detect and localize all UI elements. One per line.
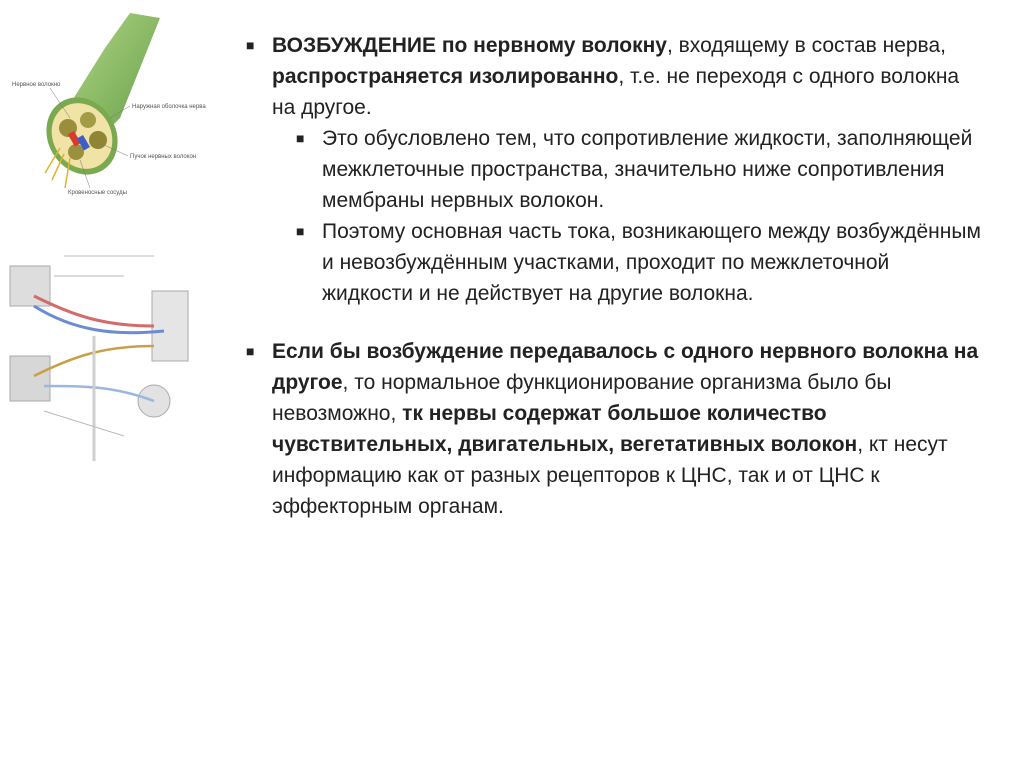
bullet-1-seg-1: , входящему в состав нерва, <box>666 34 946 57</box>
bullet-2-seg-0: Если бы возбуждение передавалось с одного нервного волокна на другое <box>272 340 979 394</box>
bullet-1-seg-0: ВОЗБУЖДЕНИЕ по нервному волокну <box>272 34 667 57</box>
nerve-plexus-image <box>4 236 200 466</box>
bullet-2-seg-1: , то нормальное функционирование организма было бы невозможно, <box>272 371 892 425</box>
nerve-cross-section-image <box>10 8 206 208</box>
bullet-1 <box>246 30 986 123</box>
blood-vessels-label: Кровеносные сосуды <box>68 190 127 196</box>
bullet-1-seg-2: распространяется изолированно <box>272 65 619 88</box>
bullet-2-seg-3: , кт несут информацию как от разных рецепторов к ЦНС, так и от ЦНС к эффекторным органам. <box>272 433 948 518</box>
bullet-marker: ■ <box>246 343 255 359</box>
bullet-1-seg-3: , т.е. не переходя с одного волокна на другое. <box>272 65 960 119</box>
fiber-bundle-label: Пучок нервных волокон <box>130 154 197 160</box>
sub-bullet-2-text: Поэтому основная часть тока, возникающего между возбуждённым и невозбуждённым участками, проходит по межклеточной жидкости и не действует на другие волокна. <box>322 220 981 305</box>
outer-sheath-label: Наружная оболочка нерва <box>132 104 206 110</box>
bullet-2-seg-2: тк нервы содержат большое количество чувствительных, двигательных, вегетативных волокон <box>272 402 858 456</box>
bullet-marker: ■ <box>296 130 305 146</box>
bullet-marker: ■ <box>296 223 305 239</box>
sub-bullet-1-text: Это обусловлено тем, что сопротивление жидкости, заполняющей межклеточные пространства, значительно ниже сопротивления мембраны нервных волокон. <box>322 127 973 212</box>
sub-bullet-2 <box>246 216 986 309</box>
text-content <box>246 30 986 522</box>
nerve-fiber-label: Нервное волокно <box>12 82 61 88</box>
bullet-marker: ■ <box>246 37 255 53</box>
sub-bullet-1 <box>246 123 986 216</box>
bullet-2 <box>246 336 986 522</box>
